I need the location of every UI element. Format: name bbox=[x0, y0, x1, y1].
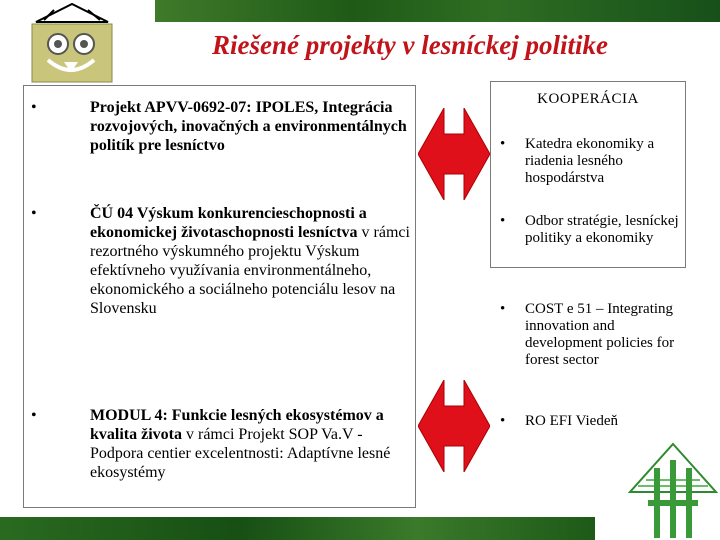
project-title: Projekt APVV-0692-07: IPOLES, Integrácia rozvojových, inovačných a environmentálnych politík pre lesníctvo bbox=[90, 99, 407, 154]
kooperacia-item-text: COST e 51 – Integrating innovation and development policies for forest sector bbox=[525, 301, 675, 368]
top-decorative-bar bbox=[155, 0, 720, 22]
project-title: ČÚ 04 Výskum konkurencieschopnosti a ekonomickej životaschopnosti lesníctva bbox=[90, 205, 367, 241]
bullet: • bbox=[31, 205, 37, 222]
project-description: v rámci Projekt SOP Va.V - Podpora centier excelentnosti: Adaptívne lesné ekosystémy bbox=[90, 426, 391, 481]
kooperacia-heading: KOOPERÁCIA bbox=[537, 91, 639, 107]
bottom-decorative-bar bbox=[0, 517, 595, 540]
kooperacia-item-text: Odbor stratégie, lesníckej politiky a ekonomiky bbox=[525, 213, 679, 246]
kooperacia-item-text: RO EFI Viedeň bbox=[525, 413, 618, 429]
bullet: • bbox=[500, 213, 506, 229]
page-title: Riešené projekty v lesníckej politike bbox=[212, 30, 608, 60]
project-title: MODUL 4: Funkcie lesných ekosystémov a kvalita života bbox=[90, 407, 384, 443]
bullet: • bbox=[31, 407, 37, 424]
double-arrow-icon bbox=[418, 108, 490, 200]
double-arrow-icon bbox=[418, 380, 490, 472]
kooperacia-item-text: Katedra ekonomiky a riadenia lesného hospodárstva bbox=[525, 136, 655, 186]
bullet: • bbox=[31, 99, 37, 116]
tree-logo-icon bbox=[626, 440, 720, 540]
bullet: • bbox=[500, 301, 506, 317]
bullet: • bbox=[500, 136, 506, 152]
project-description: v rámci rezortného výskumného projektu Výskum efektívneho využívania environmentálneho, ekonomického a sociálneho potenciálu lesov na Slovensku bbox=[90, 224, 410, 317]
bullet: • bbox=[500, 413, 506, 429]
